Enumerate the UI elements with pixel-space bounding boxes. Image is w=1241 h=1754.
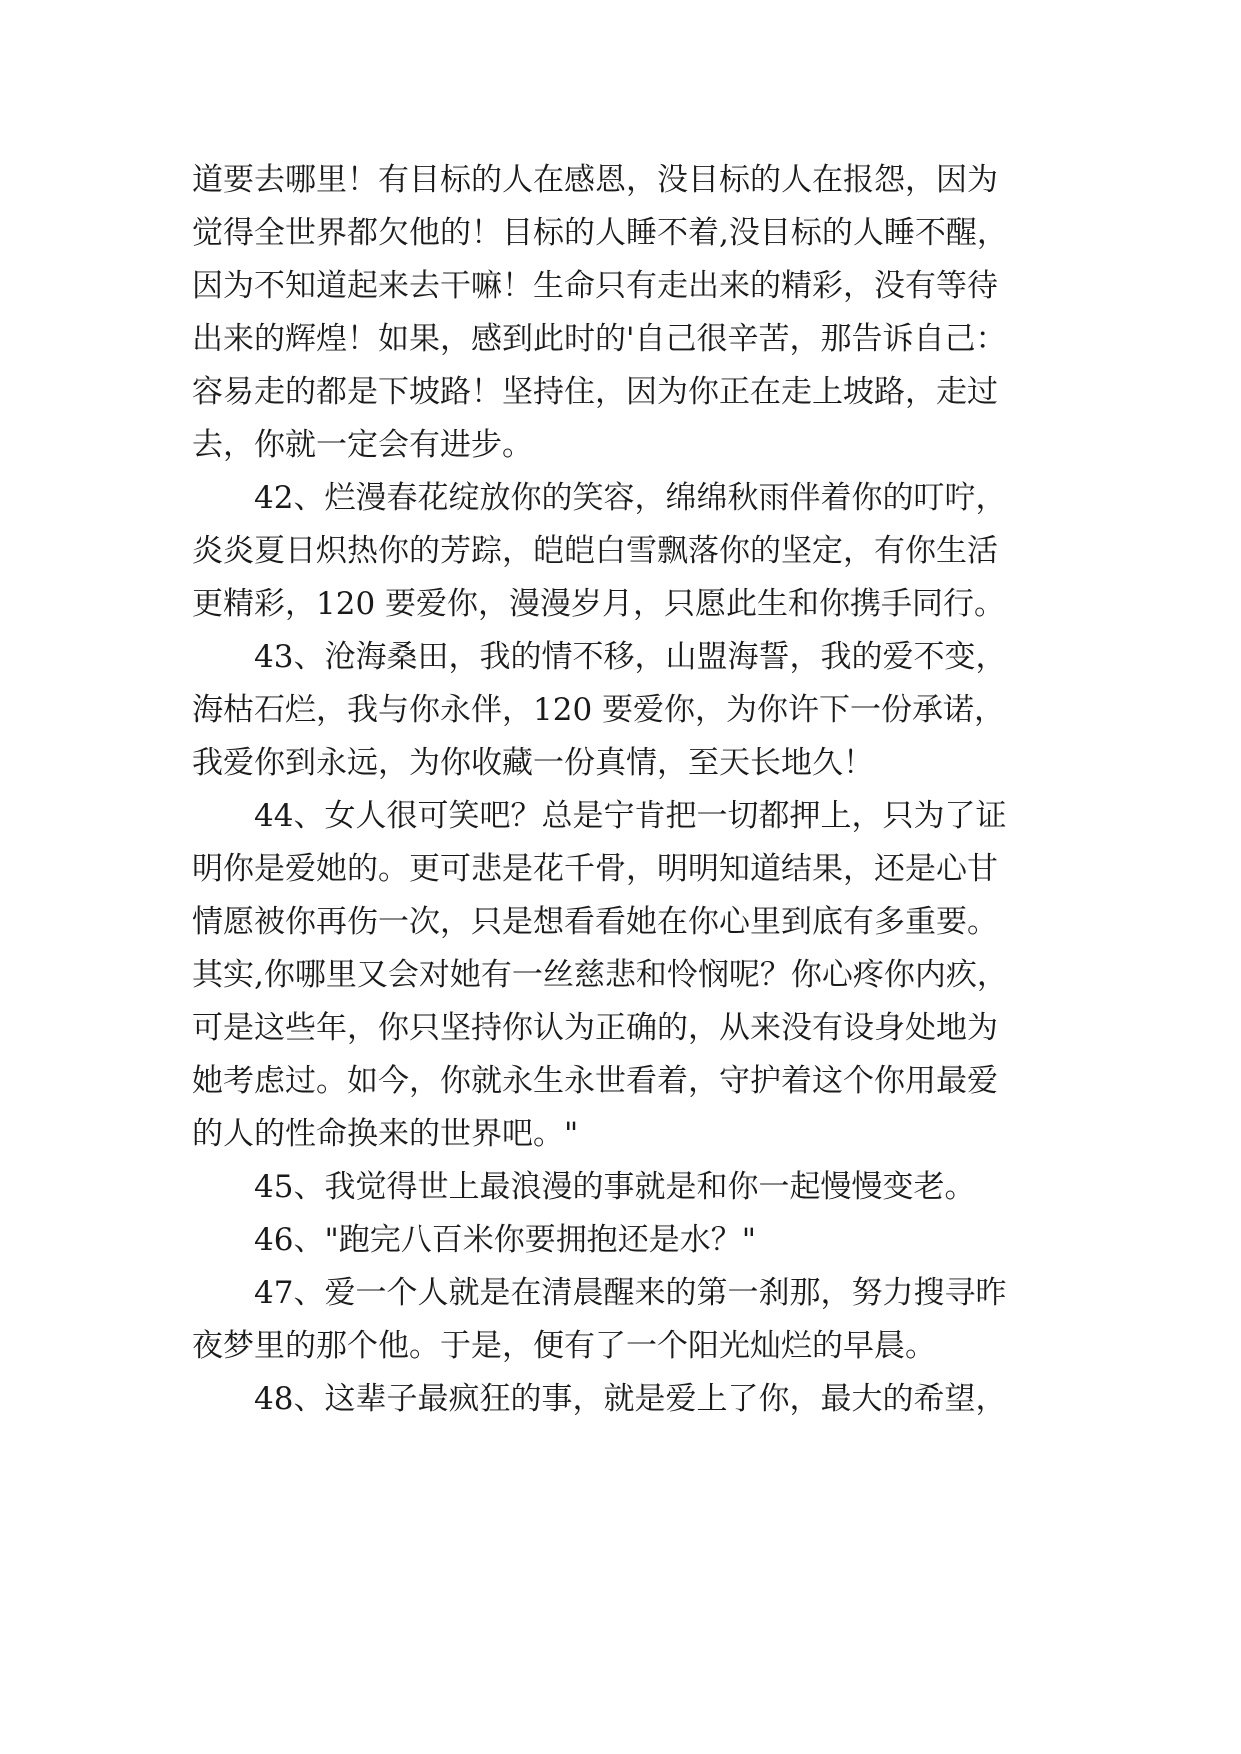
text-line: 其实,你哪里又会对她有一丝慈悲和怜悯呢？你心疼你内疚，: [192, 957, 1008, 993]
text-line: 她考虑过。如今，你就永生永世看着，守护着这个你用最爱: [192, 1063, 998, 1099]
text-line: 更精彩，120 要爱你，漫漫岁月，只愿此生和你携手同行。: [192, 586, 1006, 622]
paragraph-start-line: 43、沧海桑田，我的情不移，山盟海誓，我的爱不变，: [254, 639, 1007, 675]
paragraph-start-line: 45、我觉得世上最浪漫的事就是和你一起慢慢变老。: [254, 1169, 976, 1205]
text-line: 我爱你到永远，为你收藏一份真情，至天长地久！: [192, 745, 874, 781]
text-line: 因为不知道起来去干嘛！生命只有走出来的精彩，没有等待: [192, 268, 998, 304]
text-line: 容易走的都是下坡路！坚持住，因为你正在走上坡路，走过: [192, 374, 998, 410]
paragraph-start-line: 42、烂漫春花绽放你的笑容，绵绵秋雨伴着你的叮咛，: [254, 480, 1007, 516]
paragraph-start-line: 47、爱一个人就是在清晨醒来的第一刹那，努力搜寻昨: [254, 1275, 1007, 1311]
text-line: 道要去哪里！有目标的人在感恩，没目标的人在报怨，因为: [192, 162, 998, 198]
text-line: 出来的辉煌！如果，感到此时的'自己很辛苦，那告诉自己：: [192, 321, 1007, 357]
text-line: 炎炎夏日炽热你的芳踪，皑皑白雪飘落你的坚定，有你生活: [192, 533, 998, 569]
text-line: 可是这些年，你只坚持你认为正确的，从来没有设身处地为: [192, 1010, 998, 1046]
paragraph-start-line: 48、这辈子最疯狂的事，就是爱上了你，最大的希望，: [254, 1381, 1007, 1417]
text-line: 的人的性命换来的世界吧。": [192, 1116, 579, 1152]
text-line: 情愿被你再伤一次，只是想看看她在你心里到底有多重要。: [192, 904, 998, 940]
text-line: 夜梦里的那个他。于是，便有了一个阳光灿烂的早晨。: [192, 1328, 936, 1364]
paragraph-start-line: 46、"跑完八百米你要拥抱还是水？": [254, 1222, 756, 1258]
text-line: 海枯石烂，我与你永伴，120 要爱你，为你许下一份承诺，: [192, 692, 1006, 728]
text-line: 去，你就一定会有进步。: [192, 427, 533, 463]
text-line: 觉得全世界都欠他的！目标的人睡不着,没目标的人睡不醒，: [192, 215, 1008, 251]
paragraph-start-line: 44、女人很可笑吧？总是宁肯把一切都押上，只为了证: [254, 798, 1007, 834]
text-line: 明你是爱她的。更可悲是花千骨，明明知道结果，还是心甘: [192, 851, 998, 887]
